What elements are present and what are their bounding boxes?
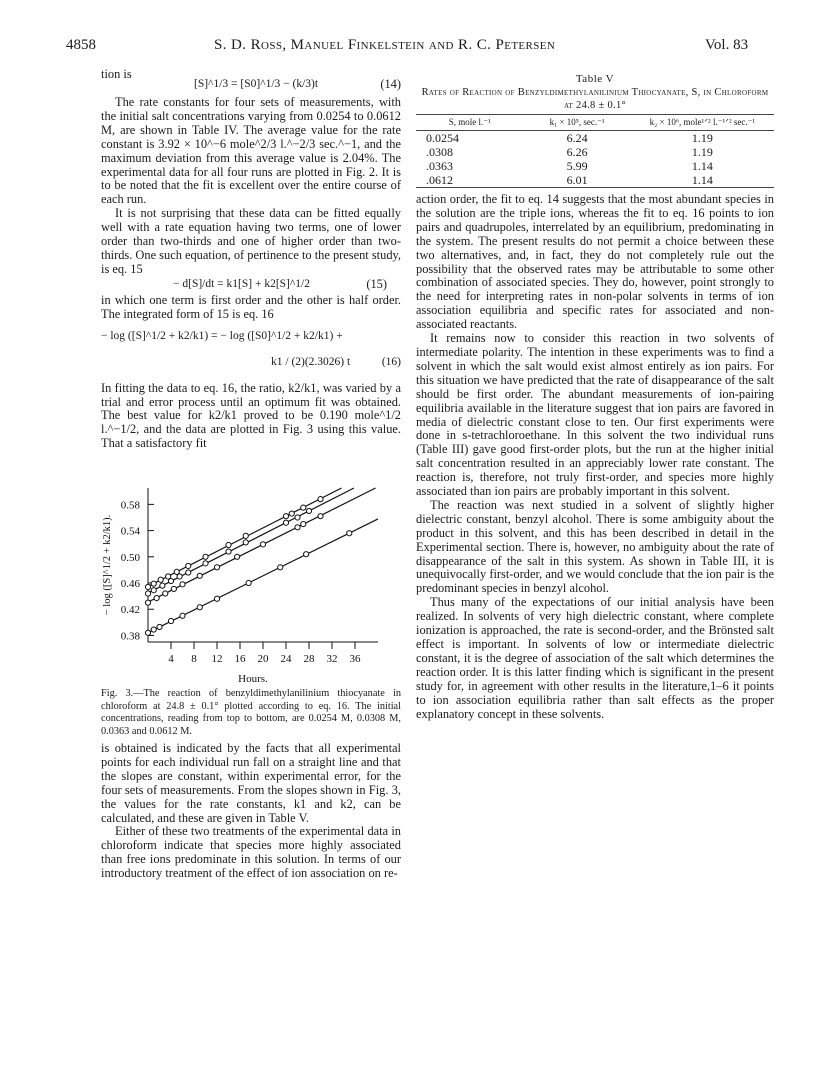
data-point: [160, 583, 165, 588]
paragraph-expectations: Thus many of the expectations of our initial analysis have been realized. In solvents of very high dielectric constant, where complete ionization is approached, the rate is second-order, and the Brönsted salt effect is important. In solvents of low or intermediate dielectric constant, it is the degree of association of the salt which determines the reaction order. It is this latter finding which is significant in the present study for, in agreement with other results in the literature,1–6 it points to ion association equilibria rather than salt effects as the proper explanatory concept in these solvents.: [416, 595, 774, 721]
left-column: [101, 68, 401, 451]
x-axis-label: Hours.: [238, 673, 268, 685]
table-label: Table V: [575, 73, 615, 85]
data-point: [246, 580, 251, 585]
eq14-lead: tion is: [101, 67, 132, 81]
table-row: [416, 173, 774, 187]
paragraph-satisfactory-fit: is obtained is indicated by the facts that all experimental points for each individual run fall on a straight line and that the slopes are constant, within experimental error, for the four sets of measurements. From the slopes shown in Fig. 3, the values for the rate constants, k1 and k2, can be calculated, and these are given in Table V.: [101, 741, 401, 825]
x-tick-label: 28: [303, 653, 315, 665]
paragraph-rate-constants: The rate constants for four sets of measurements, with the initial salt concentrations varying from 0.0254 to 0.0612 M, are shown in Table IV. The average value for the rate constant is 3.92 × 10^−6 mole^2/3 l.^−2/3 sec.^−1, and the maximum deviation from this average value is 2.04%. The experimental data for all four runs are plotted in Fig. 2. It is to be noted that the fit is excellent over the entire course of each run.: [101, 95, 401, 207]
paragraph-intermediate-polarity: It remains now to consider this reaction in two solvents of intermediate polarity. The intention in these experiments was to find a solvent in which the salt would exist almost entirely as ion pairs. For this situation we have predicted that the rate of disappearance of the salt should be first order. The abundant measurements of ion-pairing equilibria available in the literature suggest that ion pairs are favored in media of dielectric constant close to ten. Our first experiments were done in s-tetrachloroethane. In this solvent the two individual runs (Table III) gave good first-order plots, but the run at the higher initial salt concentration resulted in an appreciably lower rate constant. The reaction is, therefore, not truly first-order, and species more highly associated than ion pairs are probably important in this solvent.: [416, 331, 774, 499]
x-tick-label: 20: [257, 653, 269, 665]
data-point: [278, 565, 283, 570]
data-point: [283, 520, 288, 525]
data-point: [235, 554, 240, 559]
data-point: [163, 591, 168, 596]
table-cell: 1.19: [691, 145, 713, 159]
x-tick-label: 12: [211, 653, 223, 665]
data-point: [197, 605, 202, 610]
table-cell: 6.26: [566, 145, 588, 159]
y-tick-label: 0.38: [120, 630, 140, 643]
data-point: [154, 595, 159, 600]
paragraph-reaction-order: action order, the fit to eq. 14 suggests that the most abundant species in the solution are the triple ions, whereas the fit to eq. 16 points to ion pairs and quadrupoles, interrelated by an equilibrium, predominating in the system. The present results do not permit a choice between these two alternatives, and, in fact, they do not completely rule out the possibility that the observed rates may be attributable to some other combination of associated species. They do, however, point strongly to the need for interpreting rates in non-polar solvents in terms of ion association equilibria and specific rates for associated and non-associated reactants.: [416, 192, 774, 332]
table-cell: .0363: [426, 159, 453, 173]
data-point: [203, 561, 208, 566]
table-header-s: S, mole l.⁻¹: [416, 115, 523, 131]
y-tick-label: 0.54: [120, 525, 140, 538]
table-cell: 5.99: [566, 159, 588, 173]
table-cell: 6.01: [566, 173, 588, 187]
equation-16-tail: k1 / (2)(2.3026) t: [271, 355, 351, 368]
paragraph-benzyl-alcohol: The reaction was next studied in a solvent of slightly higher dielectric constant, benzyl alcohol. There is some ambiguity about the product in this solvent, and this has been described in detail in the Experimental section. There is, however, no ambiguity about the rate of disappearance of the salt in this system. As shown in Table III, it is unequivocally first-order, and we would conclude that the ion pair is the predominant species in benzyl alcohol.: [416, 497, 774, 596]
equation-16-number: (16): [381, 355, 401, 368]
table-row: [416, 145, 774, 159]
table-cell: 0.0254: [426, 131, 459, 145]
data-point: [243, 533, 248, 538]
data-point: [168, 618, 173, 623]
eq14-line: [101, 67, 401, 91]
data-point: [145, 591, 150, 596]
data-point: [226, 542, 231, 547]
paragraph-fitting: In fitting the data to eq. 16, the ratio, k2/k1, was varied by a trial and error process until an optimum fit was obtained. The best value for k2/k1 proved to be 0.190 mole^1/2 l.^−1/2, and the data are plotted in Fig. 3 using this value. That a satisfactory fit: [101, 380, 401, 451]
volume-label: Vol. 83: [705, 37, 749, 53]
table-cell: 1.19: [691, 131, 713, 145]
y-tick-label: 0.46: [120, 578, 140, 591]
y-tick-label: 0.42: [120, 604, 140, 617]
data-point: [289, 511, 294, 516]
data-point: [177, 574, 182, 579]
data-point: [226, 549, 231, 554]
figure-3-caption: Fig. 3.—The reaction of benzyldimethylanilinium thiocyanate in chloroform at 24.8 ± 0.1° plotted according to eq. 16. The initial concentrations, reading from top to bottom, are 0.0254 M, 0.0308 M, 0.0363 and 0.0612 M.: [101, 688, 401, 737]
data-point: [158, 577, 163, 582]
table-row: [416, 131, 774, 146]
table-cell: .0308: [426, 145, 453, 159]
data-point: [306, 508, 311, 513]
x-tick-label: 4: [168, 653, 174, 665]
table-row: [416, 159, 774, 173]
y-tick-label: 0.58: [120, 499, 140, 512]
paragraph-half-order: in which one term is first order and the other is half order. The integrated form of 15 is eq. 16: [101, 292, 401, 321]
data-point: [301, 505, 306, 510]
data-point: [295, 525, 300, 530]
data-point: [180, 582, 185, 587]
x-tick-label: 24: [280, 653, 292, 665]
data-point: [186, 563, 191, 568]
equation-16-main: − log ([S]^1/2 + k2/k1) = − log ([S0]^1/2 + k2/k1) +: [101, 329, 343, 342]
table-caption: Rates of Reaction of Benzyldimethylanilinium Thiocyanate, S, in Chloroform at 24.8 ± 0.1°: [421, 87, 769, 111]
data-point: [171, 586, 176, 591]
data-point: [151, 581, 156, 586]
x-tick-label: 16: [234, 653, 246, 665]
equation-15-number: (15): [366, 276, 387, 291]
equation-14: [S]^1/3 = [S0]^1/3 − (k/3)t: [194, 78, 319, 90]
data-point: [283, 514, 288, 519]
eq16-block: [101, 324, 401, 382]
data-point: [180, 613, 185, 618]
x-tick-label: 36: [349, 653, 361, 665]
equation-14-number: (14): [380, 77, 401, 91]
table-cell: 1.14: [691, 159, 713, 173]
data-point: [145, 630, 150, 635]
paragraph-two-term-equation: It is not surprising that these data can be fitted equally well with a rate equation having two terms, one of lower order than two-thirds and one of higher order than two-thirds. One such equation, of pertinence to the present study, is eq. 15: [101, 206, 401, 276]
data-point: [214, 565, 219, 570]
right-column: [416, 193, 774, 721]
table-header-k1: k₁ × 10⁵, sec.⁻¹: [523, 115, 630, 131]
table-cell: 6.24: [566, 131, 588, 145]
eq15-line: [101, 278, 401, 294]
x-tick-label: 32: [326, 653, 338, 665]
data-point: [318, 514, 323, 519]
left-column-bottom: [101, 742, 401, 881]
table-header-k2: k₂ × 10⁶, mole¹ᐟ² l.⁻¹ᐟ² sec.⁻¹: [631, 115, 774, 131]
figure-3-chart: [96, 482, 386, 687]
page-number: 4858: [66, 37, 96, 53]
table-cell: .0612: [426, 173, 453, 187]
data-point: [151, 588, 156, 593]
paragraph-chloroform-treatment: Either of these two treatments of the experimental data in chloroform indicate that species more highly associated than free ions predominate in this solution. In terms of our introductory treatment of the effect of ion association on re-: [101, 824, 401, 881]
data-point: [243, 540, 248, 545]
data-point: [260, 542, 265, 547]
data-point: [145, 584, 150, 589]
table-cell: 1.14: [691, 173, 713, 187]
data-point: [145, 600, 150, 605]
data-point: [151, 627, 156, 632]
equation-15: − d[S]/dt = k1[S] + k2[S]^1/2: [173, 277, 310, 290]
y-axis-label: − log ([S]^1/2 + k2/k1).: [102, 514, 113, 616]
data-point: [186, 570, 191, 575]
table-v: [416, 73, 774, 188]
table-v-grid: [416, 115, 774, 187]
data-point: [203, 554, 208, 559]
data-point: [304, 552, 309, 557]
data-point: [318, 497, 323, 502]
data-point: [295, 515, 300, 520]
x-tick-label: 8: [191, 653, 197, 665]
data-point: [347, 531, 352, 536]
data-point: [197, 573, 202, 578]
data-point: [157, 624, 162, 629]
data-point: [168, 578, 173, 583]
running-head-authors: S. D. Ross, Manuel Finkelstein and R. C. Petersen: [214, 37, 556, 53]
data-point: [301, 521, 306, 526]
data-point: [214, 596, 219, 601]
y-tick-label: 0.50: [120, 551, 140, 564]
